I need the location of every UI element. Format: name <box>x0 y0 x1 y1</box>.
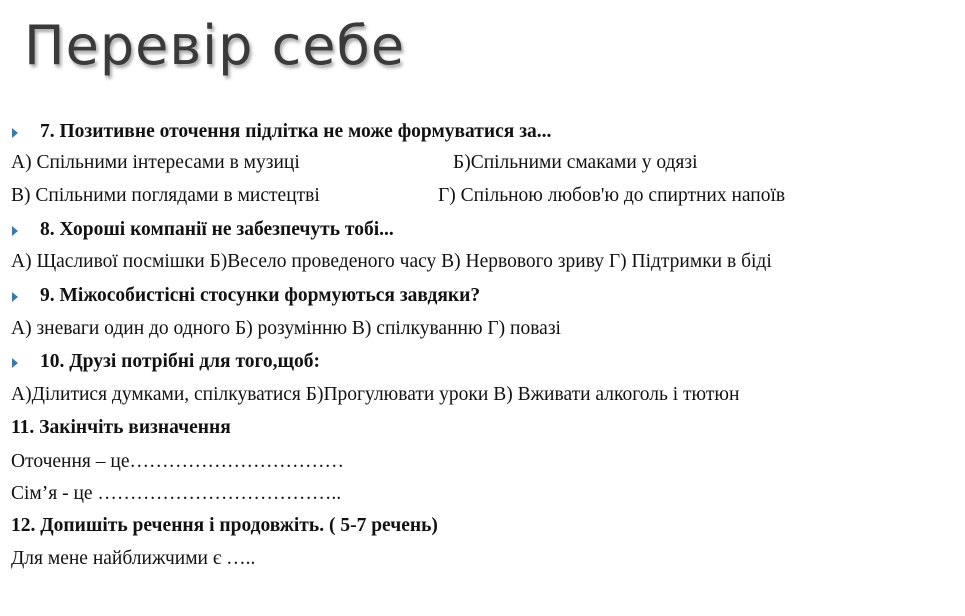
question-12-text: . Допишіть речення і продовжіть. ( 5-7 речень) <box>30 515 438 536</box>
q12-prompt: Для мене найближчими є ….. <box>11 548 256 569</box>
question-10: 10. Друзі потрібні для того,щоб: <box>40 351 320 372</box>
q9-options: А) зневаги один до одного Б) розумінню В) спілкуванню Г) повазі <box>11 318 561 339</box>
slide-title: Перевір себе <box>24 14 406 77</box>
question-9: 9. Міжособистісні стосунки формуються завдяки? <box>40 285 481 306</box>
q11-definition-environment: Оточення – це…………………………… <box>11 451 344 472</box>
q7-option-c: В) Спільними поглядами в мистецтві <box>11 185 320 206</box>
q11-definition-family: Сім’я - це ……………………………….. <box>11 483 342 504</box>
q8-options: А) Щасливої посмішки Б)Весело проведеного часу В) Нервового зриву Г) Підтримки в біді <box>11 251 772 272</box>
q7-option-b: Б)Спільними смаками у одязі <box>453 152 698 173</box>
question-12-number: 12 <box>11 515 31 536</box>
bullet-icon <box>12 358 18 368</box>
question-7: 7. Позитивне оточення підлітка не може формуватися за... <box>40 121 552 142</box>
bullet-icon <box>12 128 18 138</box>
bullet-icon <box>12 292 18 302</box>
question-11: 11. Закінчіть визначення <box>11 417 231 438</box>
bullet-icon <box>12 226 18 236</box>
question-8: 8. Хороші компанії не забезпечуть тобі... <box>40 219 394 240</box>
q7-option-a: А) Спільними інтересами в музиці <box>11 152 300 173</box>
question-12 <box>11 514 438 538</box>
q7-option-d: Г) Спільною любов'ю до спиртних напоїв <box>438 185 786 206</box>
q10-options: А)Ділитися думками, спілкуватися Б)Прогулювати уроки В) Вживати алкоголь і тютюн <box>11 384 740 405</box>
